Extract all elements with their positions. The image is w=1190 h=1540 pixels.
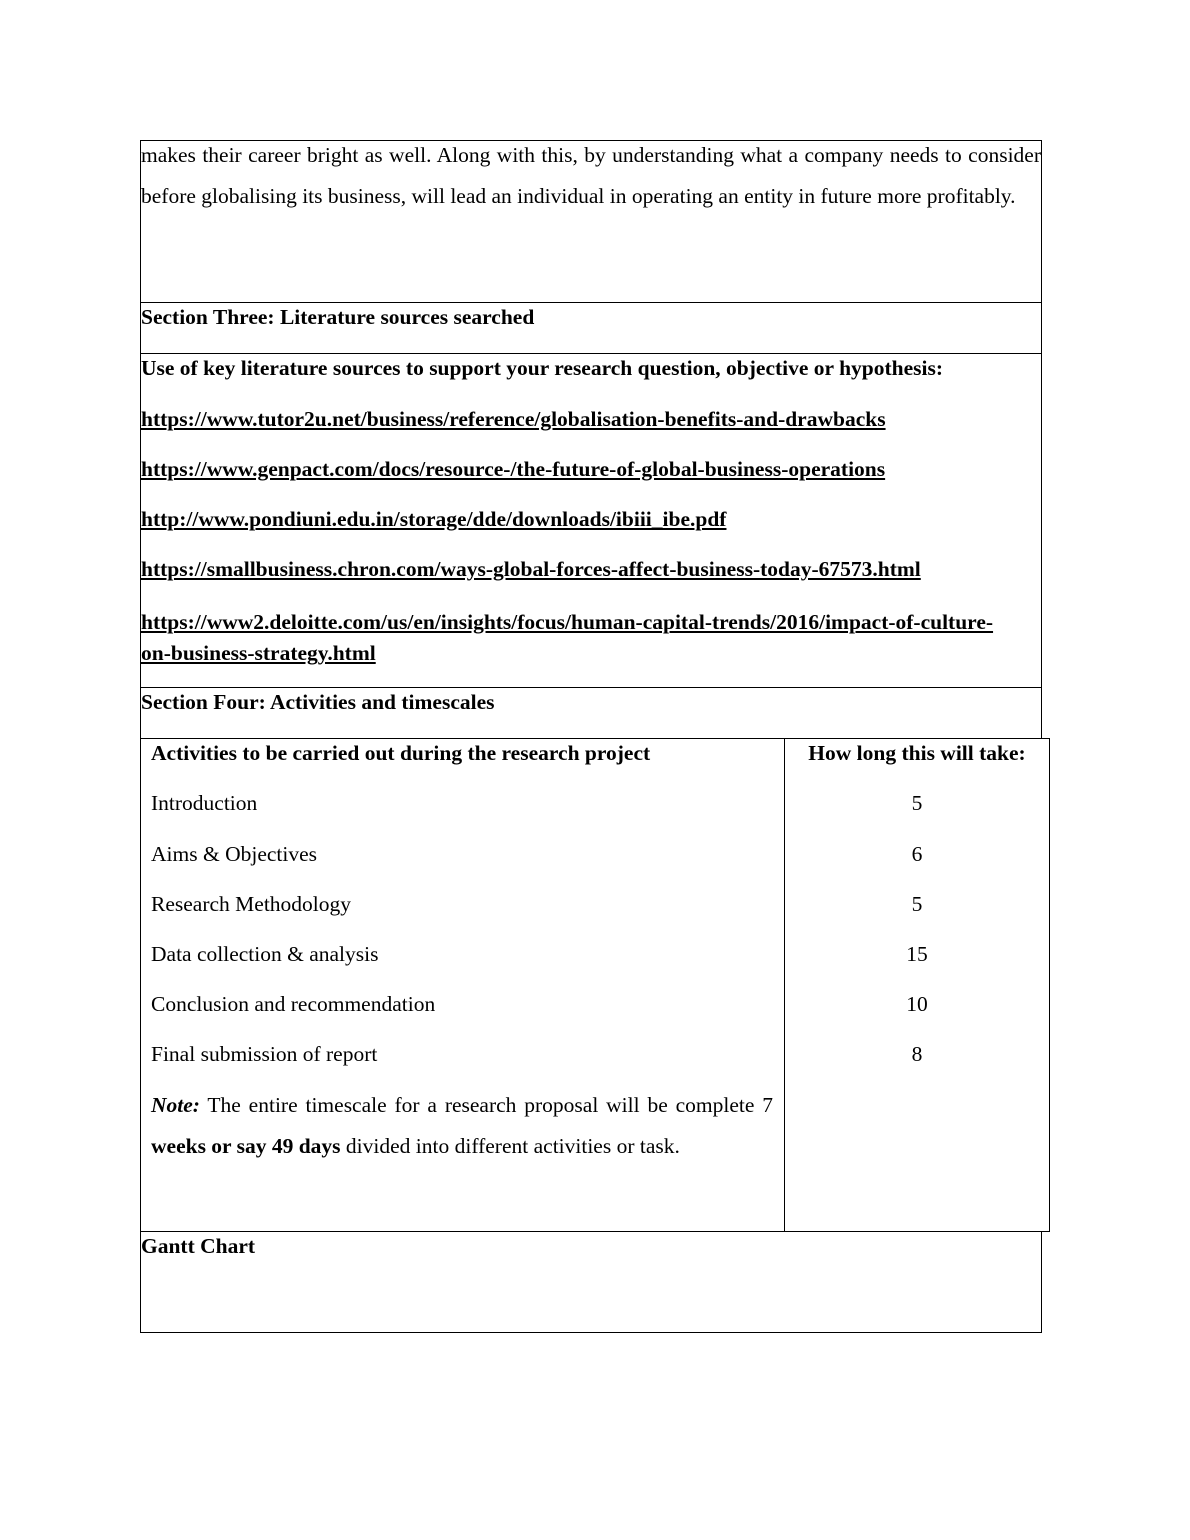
note-bold-text: weeks or say 49 days xyxy=(151,1133,341,1158)
note-label: Note: xyxy=(151,1093,200,1117)
activity-introduction: Introduction xyxy=(151,791,258,815)
literature-link-1[interactable]: https://www.tutor2u.net/business/reference/globalisation-benefits-and-drawbacks xyxy=(141,407,886,431)
section-four-heading: Section Four: Activities and timescales xyxy=(141,690,495,714)
activity-conclusion: Conclusion and recommendation xyxy=(151,992,436,1016)
intro-paragraph: makes their career bright as well. Along with this, by understanding what a company needs to consider before globalising its business, will lead an individual in operating an entity in future more profitably. xyxy=(141,143,1041,208)
duration-aims-objectives: 6 xyxy=(911,842,923,866)
duration-data-collection: 15 xyxy=(906,942,928,966)
section-three-heading: Section Three: Literature sources searched xyxy=(141,305,535,329)
literature-link-3[interactable]: http://www.pondiuni.edu.in/storage/dde/downloads/ibiii_ibe.pdf xyxy=(141,507,727,531)
activity-aims-objectives: Aims & Objectives xyxy=(151,842,318,866)
timescale-note xyxy=(151,1085,773,1166)
duration-introduction: 5 xyxy=(911,791,923,815)
section-three-heading-cell xyxy=(140,302,1042,354)
duration-research-methodology: 5 xyxy=(911,892,923,916)
intro-cell xyxy=(140,140,1042,303)
duration-final-submission: 8 xyxy=(911,1042,923,1066)
activity-data-collection: Data collection & analysis xyxy=(151,942,379,966)
activities-table xyxy=(140,738,1050,1232)
section-four-heading-cell xyxy=(140,687,1042,739)
activity-research-methodology: Research Methodology xyxy=(151,892,352,916)
literature-prompt: Use of key literature sources to support your research question, objective or hypothesis: xyxy=(141,356,944,380)
literature-sources-cell xyxy=(140,353,1042,688)
literature-link-2[interactable]: https://www.genpact.com/docs/resource-/the-future-of-global-business-operations xyxy=(141,457,886,481)
activity-final-submission: Final submission of report xyxy=(151,1042,378,1066)
duration-column-header: How long this will take: xyxy=(808,741,1026,765)
gantt-chart-cell xyxy=(140,1231,1042,1333)
note-text-before: The entire timescale for a research proposal will be complete 7 xyxy=(199,1093,773,1117)
activities-column-header: Activities to be carried out during the research project xyxy=(151,741,651,765)
gantt-chart-heading: Gantt Chart xyxy=(141,1234,256,1258)
duration-conclusion: 10 xyxy=(906,992,928,1016)
note-text-after: divided into different activities or task. xyxy=(340,1133,680,1158)
literature-link-4[interactable]: https://smallbusiness.chron.com/ways-global-forces-affect-business-today-67573.html xyxy=(141,557,921,581)
literature-link-5[interactable]: https://www2.deloitte.com/us/en/insights/focus/human-capital-trends/2016/impact-of-culture-on-business-strategy.html xyxy=(141,610,994,665)
